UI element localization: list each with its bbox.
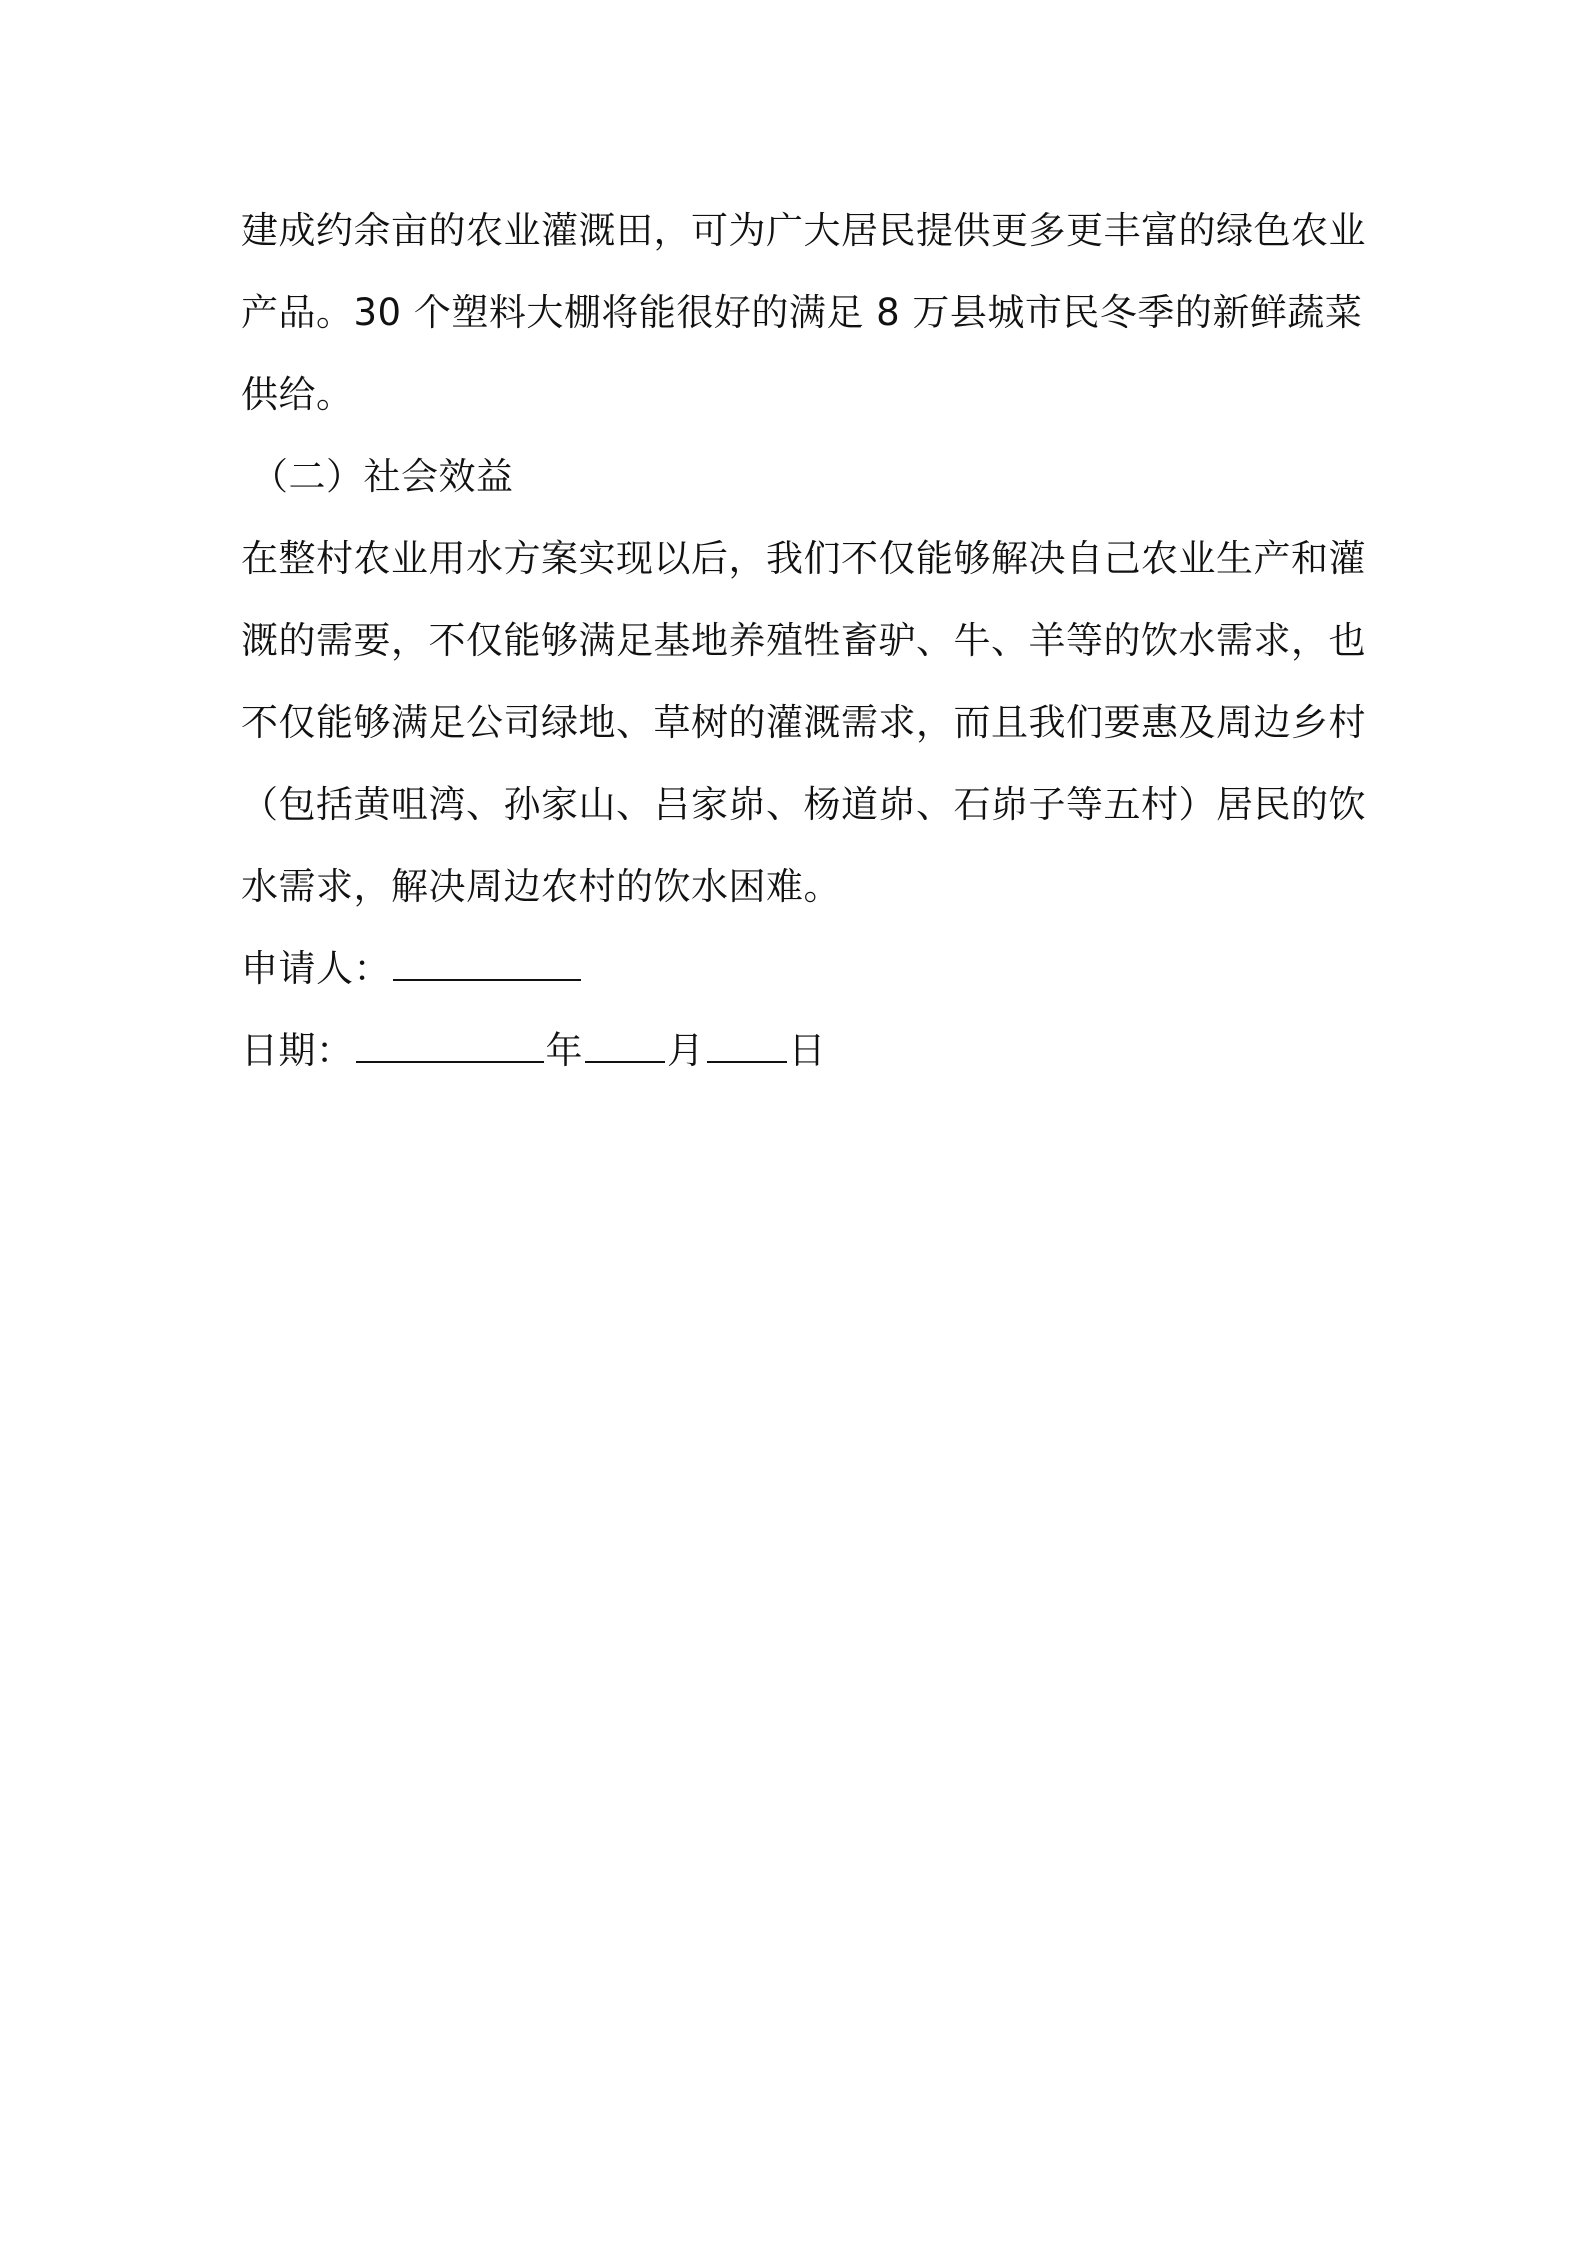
- date-label: 日期：: [241, 1029, 354, 1072]
- applicant-label: 申请人：: [241, 947, 391, 990]
- paragraph-line: 水需求，解决周边农村的饮水困难。: [241, 865, 841, 908]
- month-label: 月: [667, 1029, 705, 1072]
- applicant-row: [241, 928, 1361, 1010]
- paragraph-line: 产品。30 个塑料大棚将能很好的满足 8 万县城市民冬季的新鲜蔬菜: [241, 291, 1363, 334]
- paragraph-line: 供给。: [241, 373, 354, 416]
- paragraph-line: 不仅能够满足公司绿地、草树的灌溉需求，而且我们要惠及周边乡村: [241, 701, 1366, 744]
- section-heading: （二）社会效益: [251, 455, 514, 498]
- paragraph-line: 建成约余亩的农业灌溉田，可为广大居民提供更多更丰富的绿色农业: [241, 209, 1366, 252]
- year-label: 年: [545, 1029, 583, 1072]
- month-blank[interactable]: [585, 1031, 665, 1063]
- applicant-blank[interactable]: [393, 949, 581, 981]
- day-label: 日: [788, 1029, 826, 1072]
- document-body: [241, 190, 1366, 1092]
- paragraph-line: 在整村农业用水方案实现以后，我们不仅能够解决自己农业生产和灌: [241, 537, 1366, 580]
- day-blank[interactable]: [707, 1031, 787, 1063]
- paragraph-line: 溉的需要，不仅能够满足基地养殖牲畜驴、牛、羊等的饮水需求，也: [241, 619, 1366, 662]
- paragraph-line: （包括黄咀湾、孙家山、吕家峁、杨道峁、石峁子等五村）居民的饮: [241, 783, 1366, 826]
- year-blank[interactable]: [356, 1031, 544, 1063]
- date-row: [241, 1010, 1361, 1092]
